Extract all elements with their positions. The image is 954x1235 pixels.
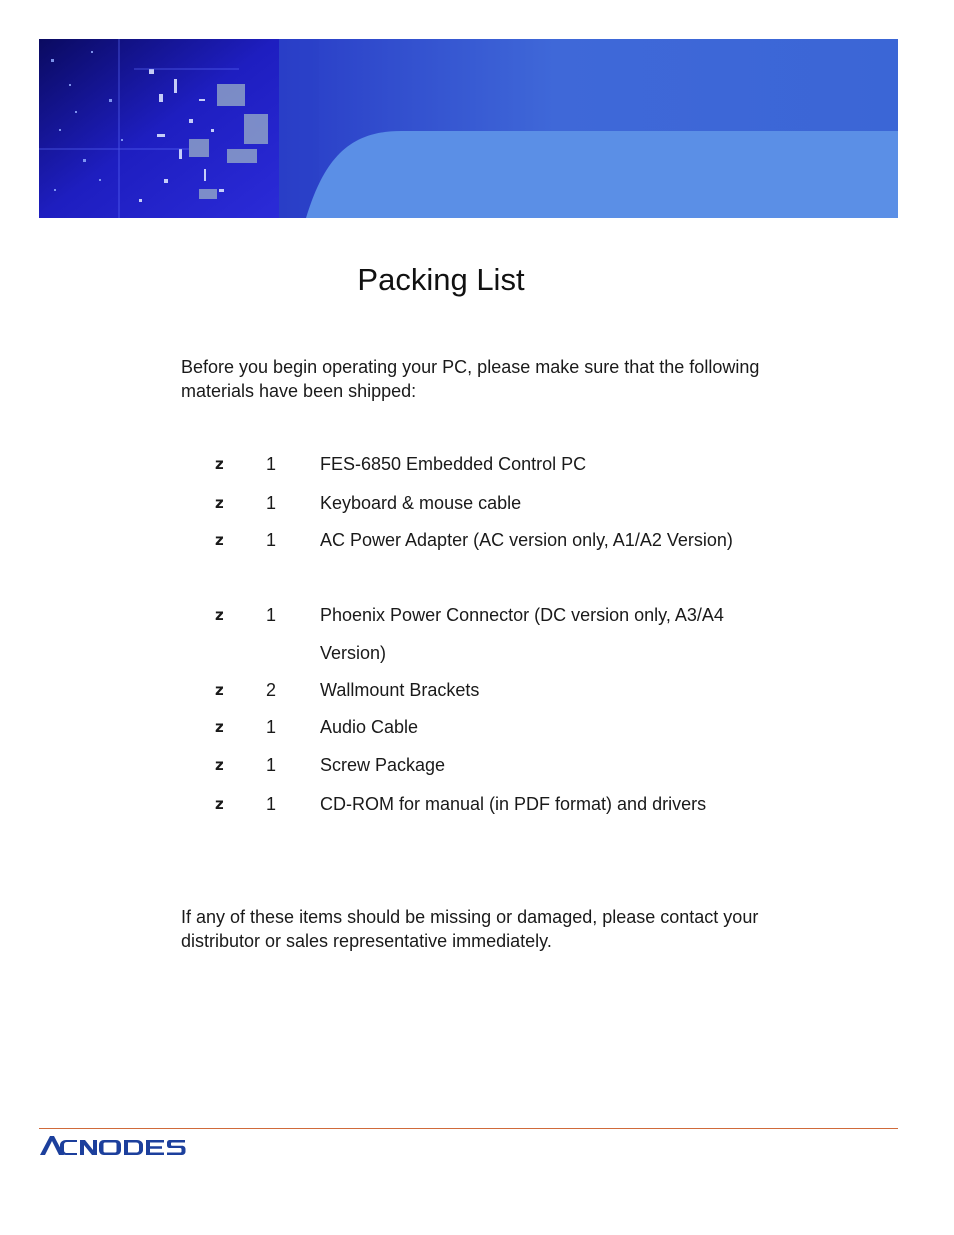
outro-paragraph: If any of these items should be missing or damaged, please contact your distributor or sales representative immediately. (181, 907, 759, 951)
item-description: FES-6850 Embedded Control PC (320, 454, 587, 474)
item-description: Audio Cable (320, 717, 419, 737)
item-description: CD-ROM for manual (in PDF format) and drivers (320, 794, 707, 814)
page-title: Packing List (357, 262, 525, 297)
bullet-icon: z (215, 795, 224, 813)
item-quantity: 1 (266, 605, 277, 625)
bullet-icon: z (215, 681, 224, 699)
item-description: AC Power Adapter (AC version only, A1/A2 Version) (320, 530, 733, 550)
bullet-icon: z (215, 494, 224, 512)
item-quantity: 1 (266, 530, 277, 550)
item-quantity: 1 (266, 454, 277, 474)
item-quantity: 1 (266, 493, 277, 513)
acnodes-logo-icon (39, 1133, 199, 1159)
bullet-icon: z (215, 455, 224, 473)
bullet-icon: z (215, 756, 224, 774)
item-description: Phoenix Power Connector (DC version only, A3/A4 Version) (320, 605, 724, 663)
intro-paragraph: Before you begin operating your PC, please make sure that the following materials have been shipped: (181, 357, 760, 401)
header-banner (39, 39, 898, 218)
footer-divider (39, 1128, 898, 1129)
item-quantity: 1 (266, 755, 277, 775)
item-quantity: 1 (266, 717, 277, 737)
item-description: Screw Package (320, 755, 446, 775)
item-quantity: 1 (266, 794, 277, 814)
acnodes-logo (39, 1133, 199, 1164)
item-description: Keyboard & mouse cable (320, 493, 522, 513)
item-description: Wallmount Brackets (320, 680, 480, 700)
bullet-icon: z (215, 531, 224, 549)
circuit-board-banner-image (39, 39, 898, 218)
bullet-icon: z (215, 718, 224, 736)
bullet-icon: z (215, 606, 224, 624)
item-quantity: 2 (266, 680, 277, 700)
